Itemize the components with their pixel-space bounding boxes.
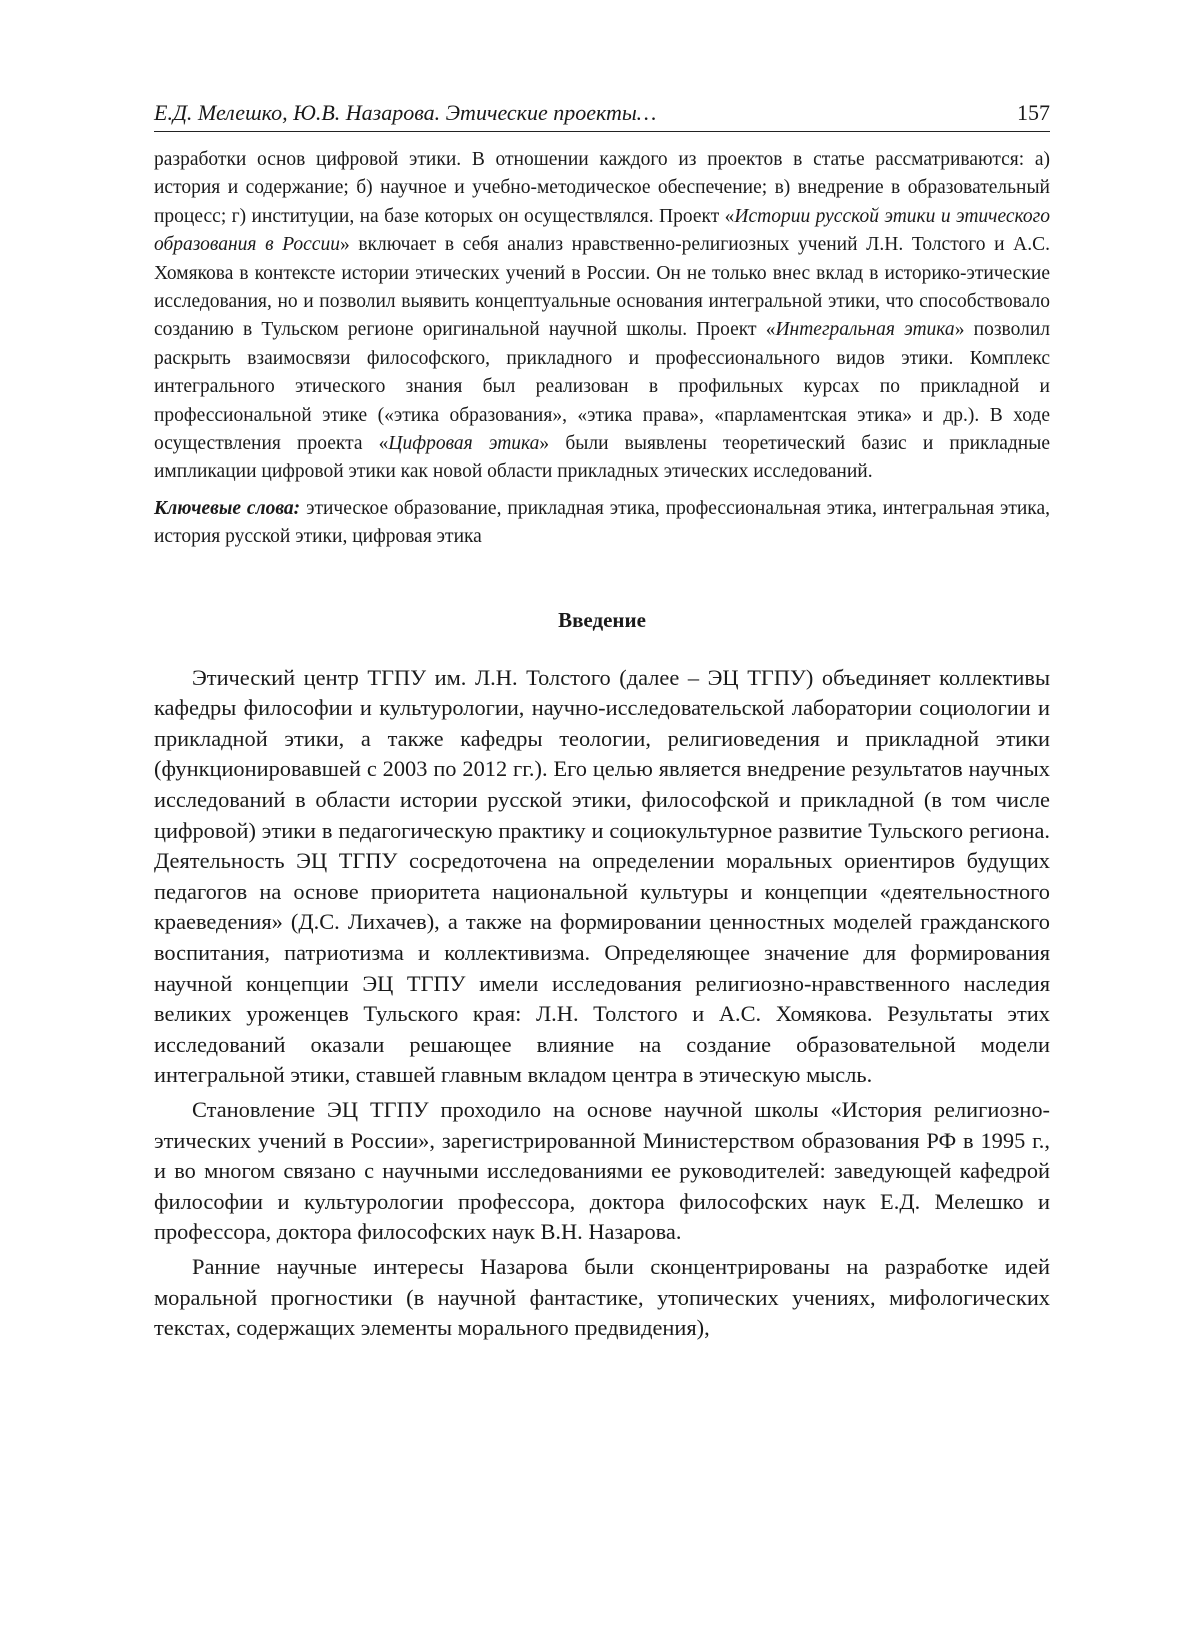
keywords-label: Ключевые слова: [154, 497, 301, 519]
body-text [154, 663, 1050, 1344]
keywords [154, 495, 1050, 552]
running-header [154, 100, 1050, 132]
project-title-history: Истории русской этики и этического образования в России [154, 205, 1051, 256]
section-heading: Введение [558, 607, 646, 632]
running-title: Е.Д. Мелешко, Ю.В. Назарова. Этические проекты… [154, 100, 657, 125]
abstract-text [154, 146, 1050, 487]
abstract [154, 146, 1050, 552]
keywords-list: этическое образование, прикладная этика, профессиональная этика, интегральная этика, история русской этики, цифровая этика [154, 497, 1050, 548]
body-paragraph: Ранние научные интересы Назарова были сконцентрированы на разработке идей моральной прогностики (в научной фантастике, утопических учениях, мифологических текстах, содержащих элементы морального предвидения), [154, 1253, 1050, 1341]
project-title-digital: Цифровая этика [388, 433, 540, 455]
page [154, 100, 1050, 1344]
project-title-integral: Интегральная этика [775, 319, 955, 341]
abstract-segment: » включает в себя анализ нравственно-религиозных учений Л.Н. Толстого и А.С. Хомякова в контексте истории этических учений в России. Он не только внес вклад в историко-этические исследования, но и позволил выявить концептуальные основания интегральной этики, что способствовало созданию в Тульском регионе оригинальной научной школы. Проект « [154, 234, 1051, 341]
body-paragraph: Этический центр ТГПУ им. Л.Н. Толстого (далее – ЭЦ ТГПУ) объединяет коллективы кафедры философии и культурологии, научно-исследовательской лаборатории социологии и прикладной этики, а также кафедры теологии, религиоведения и прикладной этики (функционировавшей с 2003 по 2012 гг.). Его целью является внедрение результатов научных исследований в области истории русской этики, философской и прикладной (в том числе цифровой) этики в педагогическую практику и социокультурное развитие Тульского региона. Деятельность ЭЦ ТГПУ сосредоточена на определении моральных ориентиров будущих педагогов на основе приоритета национальной культуры и концепции «деятельностного краеведения» (Д.С. Лихачев), а также на формировании ценностных моделей гражданского воспитания, патриотизма и коллективизма. Определяющее значение для формирования научной концепции ЭЦ ТГПУ имели исследования религиозно-нравственного наследия великих уроженцев Тульского края: Л.Н. Толстого и А.С. Хомякова. Результаты этих исследований оказали решающее влияние на создание образовательной модели интегральной этики, ставшей главным вкладом центра в этическую мысль. [154, 664, 1050, 1088]
abstract-segment: » были выявлены теоретический базис и прикладные импликации цифровой этики как новой области прикладных этических исследований. [154, 433, 1050, 483]
page-number: 157 [1017, 100, 1050, 125]
body-paragraph: Становление ЭЦ ТГПУ проходило на основе научной школы «История религиозно-этических учений в России», зарегистрированной Министерством образования РФ в 1995 г., и во многом связано с научными исследованиями ее руководителей: заведующей кафедрой философии и культурологии профессора, доктора философских наук Е.Д. Мелешко и профессора, доктора философских наук В.Н. Назарова. [154, 1097, 1050, 1245]
abstract-segment: разработки основ цифровой этики. В отношении каждого из проектов в статье рассматриваются: а) история и содержание; б) научное и учебно-методическое обеспечение; в) внедрение в образовательный процесс; г) институции, на базе которых он осуществлялся. Проект « [154, 149, 1050, 227]
abstract-segment: » позволил раскрыть взаимосвязи философского, прикладного и профессионального видов этики. Комплекс интегрального этического знания был реализован в профильных курсах по прикладной и профессиональной этике («этика образования», «этика права», «парламентская этика» и др.). В ходе осуществления проекта « [154, 319, 1050, 455]
